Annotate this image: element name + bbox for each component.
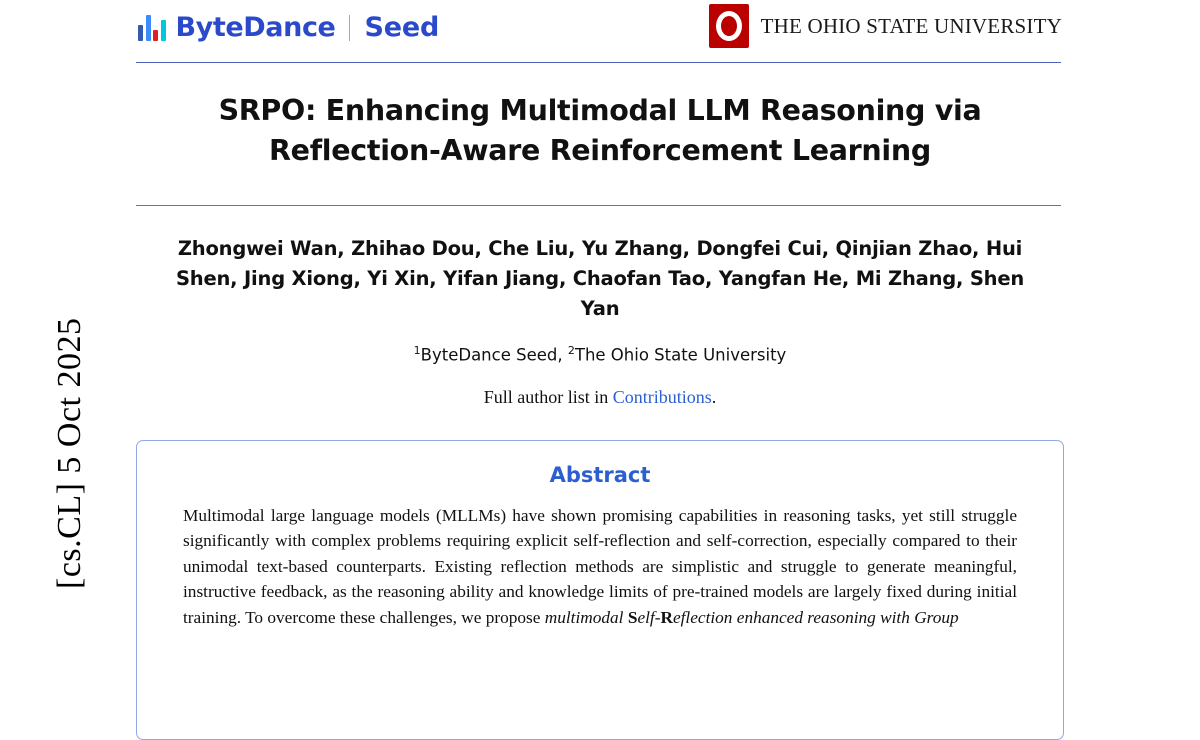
- bytedance-seed-logo: [138, 12, 439, 43]
- arxiv-stamp: [10, 0, 90, 648]
- abstract-paragraph-1: Multimodal large language models (MLLMs) have shown promising capabilities in reasoning tasks, yet still struggle significantly with complex problems requiring explicit self-reflection and self-correction, especially compared to their unimodal text-based counterparts. Existing reflection methods are simplistic and struggle to generate meaningful, instructive feedback, as the reasoning ability and knowledge limits of pre-trained models are largely fixed during initial training. To overcome these challenges, we propose: [183, 505, 1017, 627]
- affiliation-separator: ,: [557, 345, 568, 365]
- header-rule: [136, 62, 1061, 63]
- author-list: Zhongwei Wan, Zhihao Dou, Che Liu, Yu Zhang, Dongfei Cui, Qinjian Zhao, Hui Shen, Jing Xiong, Yi Xin, Yifan Jiang, Chaofan Tao, Yangfan He, Mi Zhang, Shen Yan: [175, 237, 1025, 320]
- logo-row: [136, 0, 1064, 62]
- osu-wordmark: THE OHIO STATE UNIVERSITY: [760, 13, 1062, 38]
- affiliation-1: ByteDance Seed: [420, 345, 558, 365]
- affiliation-marker-1: 1: [413, 344, 421, 357]
- abstract-box: [136, 440, 1064, 740]
- contributions-suffix: .: [711, 386, 717, 407]
- affiliations: [136, 344, 1064, 365]
- abstract-italic-3: eflection enhanced reasoning with Group: [672, 607, 959, 627]
- arxiv-stamp-text: [cs.CL] 5 Oct 2025: [51, 317, 88, 589]
- bytedance-bars-icon: [138, 15, 166, 41]
- affiliation-2: The Ohio State University: [574, 345, 787, 365]
- bytedance-wordmark: ByteDance: [175, 12, 336, 43]
- abstract-italic-2: elf-: [637, 607, 661, 627]
- abstract-bold-s: S: [627, 607, 638, 627]
- affiliation-marker-2: 2: [567, 344, 575, 357]
- osu-o-icon: [709, 4, 749, 48]
- contributions-prefix: Full author list in: [483, 386, 613, 407]
- ohio-state-logo: [709, 4, 1062, 48]
- title-rule: [136, 205, 1061, 206]
- contributions-line: [136, 387, 1064, 408]
- seed-wordmark: Seed: [364, 12, 440, 43]
- page-title: SRPO: Enhancing Multimodal LLM Reasoning via Reflection-Aware Reinforcement Learning: [218, 94, 982, 167]
- abstract-text: [183, 503, 1017, 631]
- paper-page: [136, 0, 1064, 648]
- contributions-link[interactable]: Contributions: [612, 386, 712, 407]
- logo-divider: [349, 15, 350, 41]
- abstract-italic-1: multimodal: [544, 607, 628, 627]
- abstract-bold-r: R: [660, 607, 673, 627]
- abstract-heading: Abstract: [549, 462, 651, 487]
